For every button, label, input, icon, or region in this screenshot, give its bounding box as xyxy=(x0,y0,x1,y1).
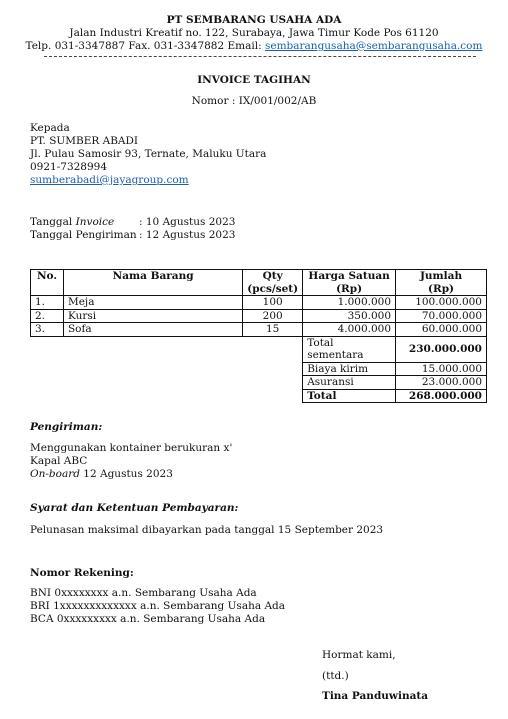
summary-row-insurance xyxy=(31,376,487,390)
bank-heading: Nomor Rekening: xyxy=(30,567,134,579)
signature-name: Tina Panduwinata xyxy=(322,690,429,702)
shipping-date-value: : 12 Agustus 2023 xyxy=(139,229,236,241)
recipient-email-link[interactable]: sumberabadi@jayagroup.com xyxy=(30,174,189,186)
row-price: 4.000.000 xyxy=(303,323,396,337)
recipient-address: Jl. Pulau Samosir 93, Ternate, Maluku Utara xyxy=(30,148,267,160)
shipping-line-3 xyxy=(30,468,173,481)
recipient-phone: 0921-7328994 xyxy=(30,161,108,173)
bank-line-bri: BRI 1xxxxxxxxxxxxx a.n. Sembarang Usaha Ada xyxy=(30,600,286,612)
onboard-date: 12 Agustus 2023 xyxy=(79,468,173,480)
invoice-title: INVOICE TAGIHAN xyxy=(197,74,311,86)
row-qty: 200 xyxy=(243,309,303,323)
row-name: Meja xyxy=(63,296,242,310)
company-contact xyxy=(0,40,508,52)
summary-row-subtotal xyxy=(31,336,487,362)
shipping-heading: Pengiriman: xyxy=(30,421,103,433)
summary-spacer xyxy=(31,362,303,376)
summary-spacer xyxy=(31,336,303,362)
shipping-date-label: Tanggal Pengiriman xyxy=(30,229,137,241)
summary-value: 15.000.000 xyxy=(396,362,487,376)
terms-text: Pelunasan maksimal dibayarkan pada tanggal 15 September 2023 xyxy=(30,524,384,536)
shipping-line-2: Kapal ABC xyxy=(30,455,88,467)
shipping-line-1: Menggunakan kontainer berukuran x' xyxy=(30,442,233,454)
signature-closing: Hormat kami, xyxy=(322,649,396,661)
col-qty-label: Qty xyxy=(262,270,283,282)
contact-text: Telp. 031-3347887 Fax. 031-3347882 Email: xyxy=(25,40,265,52)
bank-line-bca: BCA 0xxxxxxxxx a.n. Sembarang Usaha Ada xyxy=(30,613,266,625)
row-total: 60.000.000 xyxy=(396,323,487,337)
row-total: 70.000.000 xyxy=(396,309,487,323)
row-total: 100.000.000 xyxy=(396,296,487,310)
summary-spacer xyxy=(31,389,303,403)
summary-label: Asuransi xyxy=(303,376,396,390)
invoice-date-label-italic: Invoice xyxy=(75,216,115,228)
invoice-date-label-text: Tanggal xyxy=(30,216,76,228)
bank-line-bni: BNI 0xxxxxxxx a.n. Sembarang Usaha Ada xyxy=(30,587,257,599)
company-email-link[interactable]: sembarangusaha@sembarangusaha.com xyxy=(264,40,483,52)
col-price xyxy=(303,270,396,296)
row-no: 3. xyxy=(31,323,64,337)
col-no-label: No. xyxy=(36,270,58,282)
table-header-row xyxy=(31,270,487,296)
col-total-label: Jumlah xyxy=(419,270,463,282)
summary-row-total xyxy=(31,389,487,403)
summary-value: 230.000.000 xyxy=(396,336,487,362)
row-qty: 15 xyxy=(243,323,303,337)
col-no xyxy=(31,270,64,296)
invoice-date-value: : 10 Agustus 2023 xyxy=(139,216,236,228)
col-total xyxy=(396,270,487,296)
row-name: Sofa xyxy=(63,323,242,337)
header-divider xyxy=(44,56,476,57)
col-qty-unit: (pcs/set) xyxy=(247,282,299,295)
col-qty xyxy=(243,270,303,296)
col-total-unit: (Rp) xyxy=(428,282,455,295)
invoice-number: Nomor : IX/001/002/AB xyxy=(191,95,317,107)
summary-value: 268.000.000 xyxy=(396,389,487,403)
recipient-name: PT. SUMBER ABADI xyxy=(30,135,139,147)
col-name xyxy=(63,270,242,296)
col-name-label: Nama Barang xyxy=(112,270,194,282)
signature-ttd: (ttd.) xyxy=(322,670,349,682)
invoice-date-label xyxy=(30,216,114,229)
onboard-label: On-board xyxy=(30,468,80,480)
invoice-table xyxy=(30,269,487,403)
table-row xyxy=(31,296,487,310)
row-price: 350.000 xyxy=(303,309,396,323)
col-price-unit: (Rp) xyxy=(336,282,363,295)
summary-value: 23.000.000 xyxy=(396,376,487,390)
summary-label: Total sementara xyxy=(303,336,396,362)
row-no: 1. xyxy=(31,296,64,310)
summary-label: Total xyxy=(303,389,396,403)
col-price-label: Harga Satuan xyxy=(308,270,390,282)
recipient-label: Kepada xyxy=(30,122,70,134)
row-price: 1.000.000 xyxy=(303,296,396,310)
summary-label: Biaya kirim xyxy=(303,362,396,376)
table-row xyxy=(31,309,487,323)
row-name: Kursi xyxy=(63,309,242,323)
table-row xyxy=(31,323,487,337)
company-address: Jalan Industri Kreatif no. 122, Surabaya, Jawa Timur Kode Pos 61120 xyxy=(69,27,439,39)
row-no: 2. xyxy=(31,309,64,323)
terms-heading: Syarat dan Ketentuan Pembayaran: xyxy=(30,502,239,514)
summary-spacer xyxy=(31,376,303,390)
row-qty: 100 xyxy=(243,296,303,310)
company-name: PT SEMBARANG USAHA ADA xyxy=(166,14,342,26)
summary-row-shipping xyxy=(31,362,487,376)
